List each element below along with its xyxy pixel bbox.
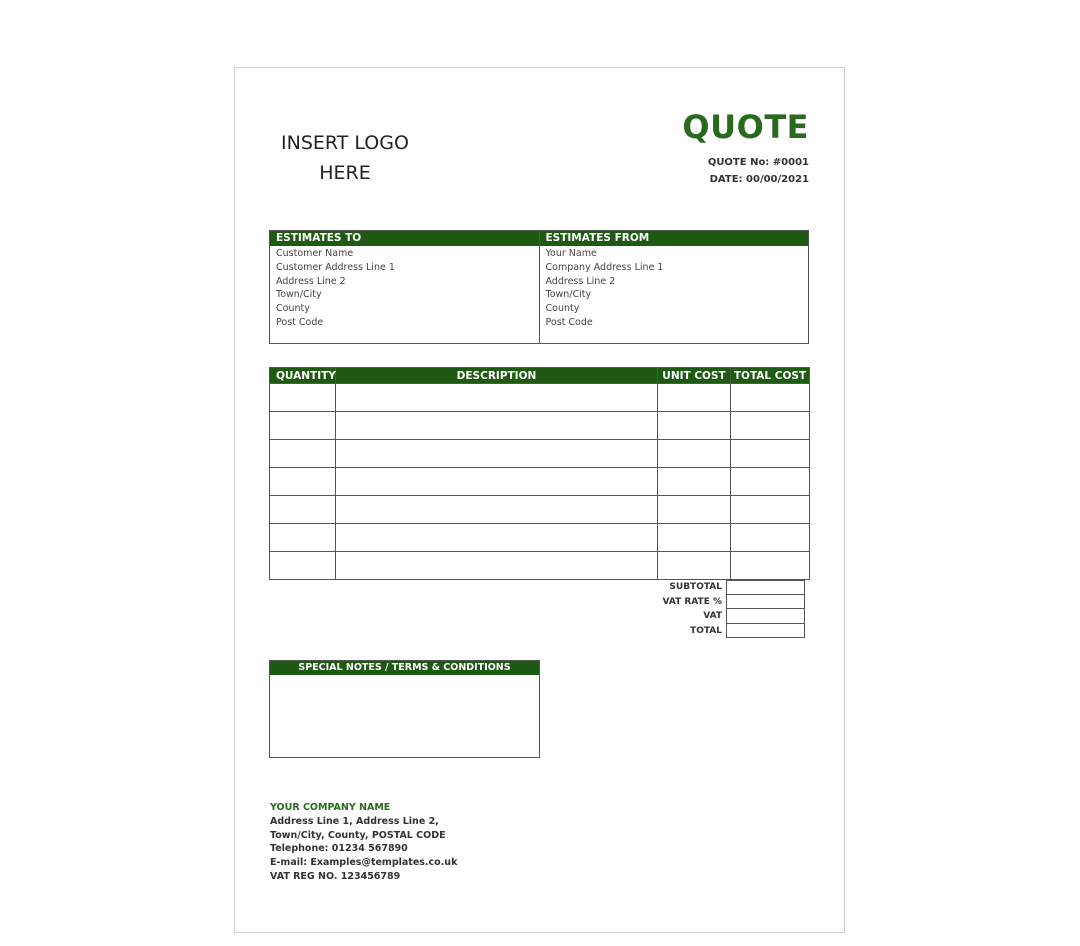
table-row: [270, 496, 810, 524]
company-town-city[interactable]: Town/City: [545, 289, 592, 301]
description-cell[interactable]: [336, 552, 658, 580]
total-row: [640, 624, 809, 639]
column-quantity: QUANTITY: [270, 368, 336, 384]
subtotal-label: SUBTOTAL: [669, 582, 722, 593]
quantity-cell[interactable]: [270, 440, 336, 468]
quantity-cell[interactable]: [270, 384, 336, 412]
unit-cost-cell[interactable]: [658, 440, 731, 468]
subtotal-cell[interactable]: [726, 580, 805, 595]
notes-box: [269, 660, 540, 758]
total-cost-cell[interactable]: [731, 468, 810, 496]
quantity-cell[interactable]: [270, 552, 336, 580]
company-county[interactable]: County: [545, 303, 580, 315]
quote-meta: [708, 154, 809, 188]
customer-town-city[interactable]: Town/City: [276, 289, 322, 301]
vat-cell[interactable]: [726, 609, 805, 624]
vat-rate-label: VAT RATE %: [662, 596, 722, 607]
footer-email: E-mail: Examples@templates.co.uk: [270, 857, 458, 869]
description-cell[interactable]: [336, 412, 658, 440]
estimates-from-heading: ESTIMATES FROM: [540, 231, 809, 246]
notes-heading: SPECIAL NOTES / TERMS & CONDITIONS: [270, 661, 539, 675]
column-unit-cost: UNIT COST: [658, 368, 731, 384]
unit-cost-cell[interactable]: [658, 412, 731, 440]
column-description: DESCRIPTION: [336, 368, 658, 384]
unit-cost-cell[interactable]: [658, 384, 731, 412]
estimates-to-section: [270, 231, 539, 343]
company-footer: [270, 801, 457, 884]
total-cost-cell[interactable]: [731, 496, 810, 524]
subtotal-row: [640, 580, 809, 595]
quantity-cell[interactable]: [270, 496, 336, 524]
logo-line-2: HERE: [319, 162, 371, 184]
unit-cost-cell[interactable]: [658, 552, 731, 580]
total-cell[interactable]: [726, 624, 805, 639]
vat-row: [640, 609, 809, 624]
description-cell[interactable]: [336, 468, 658, 496]
total-cost-cell[interactable]: [731, 384, 810, 412]
company-post-code[interactable]: Post Code: [545, 316, 593, 328]
unit-cost-cell[interactable]: [658, 468, 731, 496]
line-items-table: [269, 367, 810, 580]
unit-cost-cell[interactable]: [658, 496, 731, 524]
description-cell[interactable]: [336, 384, 658, 412]
logo-placeholder: [270, 128, 420, 188]
company-address-line-2[interactable]: Address Line 2: [545, 275, 616, 287]
quantity-cell[interactable]: [270, 468, 336, 496]
customer-name[interactable]: Customer Name: [276, 248, 354, 259]
table-row: [270, 412, 810, 440]
description-cell[interactable]: [336, 524, 658, 552]
total-cost-cell[interactable]: [731, 440, 810, 468]
quote-title: QUOTE: [682, 108, 809, 146]
totals-block: [640, 580, 809, 638]
table-row: [270, 468, 810, 496]
estimates-from-section: [539, 231, 809, 343]
quantity-cell[interactable]: [270, 412, 336, 440]
column-total-cost: TOTAL COST: [731, 368, 810, 384]
unit-cost-cell[interactable]: [658, 524, 731, 552]
customer-county[interactable]: County: [276, 303, 310, 315]
quote-date: DATE: 00/00/2021: [709, 174, 809, 185]
footer-telephone: Telephone: 01234 567890: [270, 843, 408, 855]
table-row: [270, 384, 810, 412]
total-cost-cell[interactable]: [731, 412, 810, 440]
table-row: [270, 524, 810, 552]
footer-vat-reg: VAT REG NO. 123456789: [270, 870, 401, 882]
company-address-line-1[interactable]: Company Address Line 1: [545, 261, 664, 273]
footer-address-line-1: Address Line 1, Address Line 2,: [270, 815, 439, 827]
logo-line-1: INSERT LOGO: [281, 132, 409, 154]
total-label: TOTAL: [690, 625, 722, 636]
sender-name[interactable]: Your Name: [545, 248, 597, 259]
estimates-box: [269, 230, 809, 344]
table-row: [270, 440, 810, 468]
customer-address-line-1[interactable]: Customer Address Line 1: [276, 261, 395, 273]
footer-address-line-2: Town/City, County, POSTAL CODE: [270, 829, 446, 841]
table-row: [270, 552, 810, 580]
vat-label: VAT: [703, 611, 722, 622]
quote-number: QUOTE No: #0001: [707, 157, 809, 168]
total-cost-cell[interactable]: [731, 524, 810, 552]
estimates-to-heading: ESTIMATES TO: [270, 231, 539, 246]
customer-address-line-2[interactable]: Address Line 2: [276, 275, 346, 287]
company-name: YOUR COMPANY NAME: [270, 802, 391, 813]
description-cell[interactable]: [336, 440, 658, 468]
vat-rate-cell[interactable]: [726, 595, 805, 610]
quantity-cell[interactable]: [270, 524, 336, 552]
total-cost-cell[interactable]: [731, 552, 810, 580]
description-cell[interactable]: [336, 496, 658, 524]
customer-post-code[interactable]: Post Code: [276, 316, 324, 328]
vat-rate-row: [640, 595, 809, 610]
